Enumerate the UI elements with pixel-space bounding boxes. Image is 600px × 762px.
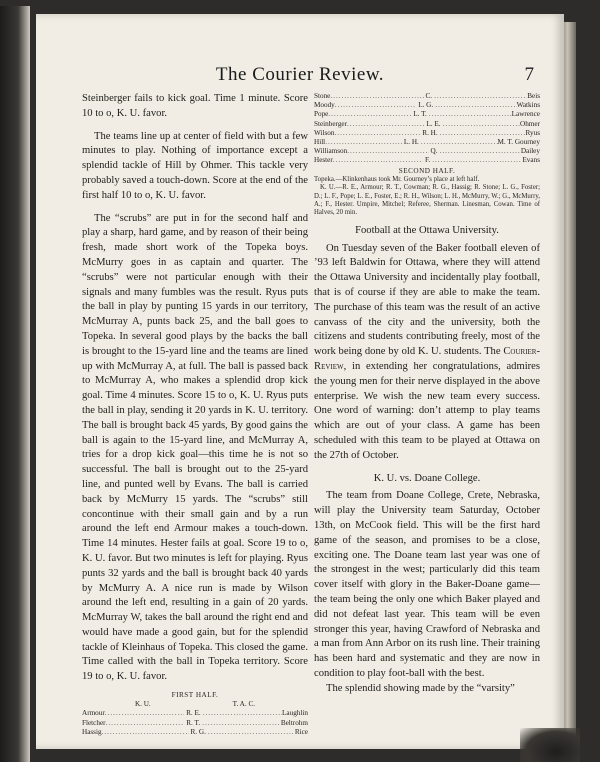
position: R. E. [186, 709, 201, 718]
team-ku: K. U. [134, 700, 151, 709]
player-tac: Rice [294, 727, 308, 736]
position: L. T. [413, 110, 427, 119]
leader-dots [203, 709, 282, 718]
leader-dots [440, 129, 526, 138]
position: L. E. [426, 119, 441, 128]
lineup-row [314, 92, 540, 101]
lineup-row [314, 156, 540, 165]
book-page [36, 14, 564, 749]
lineup-row [82, 728, 308, 737]
position: R. G. [190, 727, 206, 736]
publication-name: Courier-Review [314, 346, 541, 373]
lineup-row [82, 719, 308, 728]
paragraph: Steinberger fails to kick goal. Time 1 minute. Score 10 to o, K. U. favor. [82, 93, 308, 119]
leader-dots [208, 728, 295, 737]
leader-dots [330, 92, 423, 101]
player-tac: Ryus [525, 128, 540, 137]
player-tac: Watkins [516, 101, 540, 110]
leader-dots [421, 138, 498, 147]
lineup-row [314, 120, 540, 129]
first-half-lineup [82, 691, 308, 737]
team-tac: T. A. C. [232, 700, 256, 709]
corner-shadow [520, 728, 580, 762]
lineup-row [314, 147, 540, 156]
leader-dots [102, 728, 189, 737]
leader-dots [334, 129, 420, 138]
leader-dots [440, 147, 521, 156]
player-ku: Williamson [314, 147, 348, 156]
lineup-teams [82, 700, 308, 709]
player-tac: Dailey [520, 147, 540, 156]
second-half-heading: SECOND HALF. [398, 166, 456, 175]
article-text: , in extending her congratulations, admires the young men for their nerve displayed in the above enterprise. We wish the new team every success. One word of warning: don’t attemp to play teams which are out of your class. A game has been scheduled with this team to be played at Ottawa on the 27th of October. [314, 361, 540, 461]
position: L. H. [403, 138, 419, 147]
lineup-continued [314, 92, 540, 218]
lineup-row [314, 138, 540, 147]
player-ku: Hester [314, 156, 333, 165]
player-tac: M. T. Gourney [497, 138, 540, 147]
player-ku: Wilson [314, 128, 335, 137]
player-ku: Pope [314, 110, 329, 119]
second-half-lineup: K. U.—R. E., Armour; R. T., Cowman; R. G., Hassig; R. Stone; L. G., Foster; D.; L. F., Pope; L. E., Foster, E.; R. H., Wilson; L. H., McMurry, W.; G., McMurry, A.; F., Hester. Umpire, Mitchel; Referee, Sherman. Linesman, Cowan. Time of Halves, 20 min. [314, 184, 540, 217]
page-title: The Courier Review. [215, 64, 385, 85]
leader-dots [435, 101, 516, 110]
player-ku: Stone [314, 92, 331, 100]
leader-dots [325, 138, 402, 147]
paragraph: The “scrubs” are put in for the second half and play a sharp, hard game, and by reason of their being fresh, made short work of the Topeka boys. McMurry goes in as captain and quarter. The “scrubs” were not particular enough with their signals and many fumbles was the result. Ryus puts the ball in play by punting 15 yards in our territory, McMurray A, punts back 25, and the ball goes to Topeka. In several good plays by the backs the ball is brought to the 15-yard line and the teams are lined up with McMurray A, at full. The ball is passed back to McMurray A, who makes a splendid drop kick goal. Time 4 minutes. Score 15 to o, K. U. Ryus puts the ball in play, sending it 20 yards in K. U. territory. The ball is brought back 45 yards, By good gains the ball is again to the 15-yard line, and McMurray A, tries for a drop kick goal—this time he is not so successful. The ball is brought out to the 25-yard line, and punted well by Evans. The ball is carried back by McMurry 15 yards. The “scrubs” still concontinue with their small gain and by a run around the left end Armour makes a touch-down. Time 14 minutes. Hester fails at goal. Score 19 to o, K. U. favor. But two minutes is left for playing. Ryus punts 32 yards and the ball is brought back 40 yards by McMurry A. A nice run is made by Wilson around the left end, resulting in a gain of 20 yards. McMurray W, takes the ball around the right end and would have made a good gain, but for the splendid tackle of Kleinhaus of Topeka. This closed the game. Time called with the ball in Topeka territory. Score 19 to o, K. U. favor. [82, 212, 308, 683]
lineup-row [314, 110, 540, 119]
position: Q. [430, 147, 438, 156]
book-left-edge [0, 6, 30, 762]
lineup-row [314, 101, 540, 110]
position: C. [425, 92, 433, 100]
position: L. G. [418, 101, 434, 110]
player-tac: Lawrence [511, 110, 540, 119]
leader-dots [106, 719, 185, 728]
right-column [314, 92, 540, 697]
player-ku: Steinberger [314, 119, 347, 128]
leader-dots [328, 110, 411, 119]
leader-dots [335, 101, 416, 110]
lineup-row [82, 709, 308, 718]
player-tac: Evans [522, 156, 540, 165]
player-tac: Beis [527, 92, 540, 100]
player-ku: Fletcher [82, 718, 106, 727]
player-ku: Armour [82, 709, 105, 718]
player-tac: Beltrohm [280, 718, 308, 727]
article-body-doane-continued: The splendid showing made by the “varsity” [326, 682, 515, 694]
position: F. [424, 156, 431, 165]
leader-dots [347, 147, 428, 156]
first-half-heading: FIRST HALF. [171, 691, 219, 700]
page-number: 7 [524, 64, 534, 85]
leader-dots [347, 120, 424, 129]
paragraph: The teams line up at center of field with but a few minutes to play. Nothing of importance except a splendid tackle of Hill by Ohmer. This tackle very probably saved a touch-down. Score at the end of the first half 10 to o, K. U. favor. [82, 130, 308, 201]
article-text: On Tuesday seven of the Baker football eleven of ’93 left Baldwin for Ottawa, where they will attend the Ottawa University and incidentally play football, that is of course if they are able to make the team. The purchase of this team was the result of an active canvass of the city and the university, both the citizens and students contributing freely, most of the work being done by old K. U. students. The [314, 242, 540, 358]
second-half-note: Topeka.—Klinkenhaus took Mr. Gourney’s place at left half. [314, 175, 480, 183]
player-tac: Laughlin [282, 709, 308, 718]
leader-dots [105, 709, 184, 718]
leader-dots [429, 110, 512, 119]
left-column [82, 92, 308, 737]
book-right-edge [562, 22, 576, 742]
player-tac: Ohmer [520, 119, 540, 128]
player-ku: Moody [314, 101, 335, 110]
position: R. T. [186, 718, 201, 727]
leader-dots [202, 719, 281, 728]
article-body-doane: The team from Doane College, Crete, Nebraska, will play the University team Saturday, October 13th, on McCook field. This will be the first hard game of the season, and promises to be a close, exciting one. The Doane team last year was one of the strongest in the west; particularly did this team cover itself with glory in the Baker-Doane game—the team being the only one which Baker played and did not defeat last year. This team will be even stronger this year, having Crawford of Nebraska and a man from Ann Arbor on its rush line. Their training has been hard and systematic and they are now in condition to play foot-ball with the best. [314, 490, 540, 679]
article-title-ottawa: Football at the Ottawa University. [355, 224, 499, 236]
leader-dots [434, 92, 527, 101]
article-body-ottawa [314, 242, 540, 464]
article-title-doane: K. U. vs. Doane College. [373, 472, 481, 484]
lineup-row [314, 129, 540, 138]
player-ku: Hassig [82, 727, 102, 736]
leader-dots [333, 156, 423, 165]
player-ku: Hill [314, 138, 326, 147]
leader-dots [443, 120, 520, 129]
leader-dots [432, 156, 522, 165]
page-header [36, 64, 564, 94]
position: R. H. [422, 128, 438, 137]
